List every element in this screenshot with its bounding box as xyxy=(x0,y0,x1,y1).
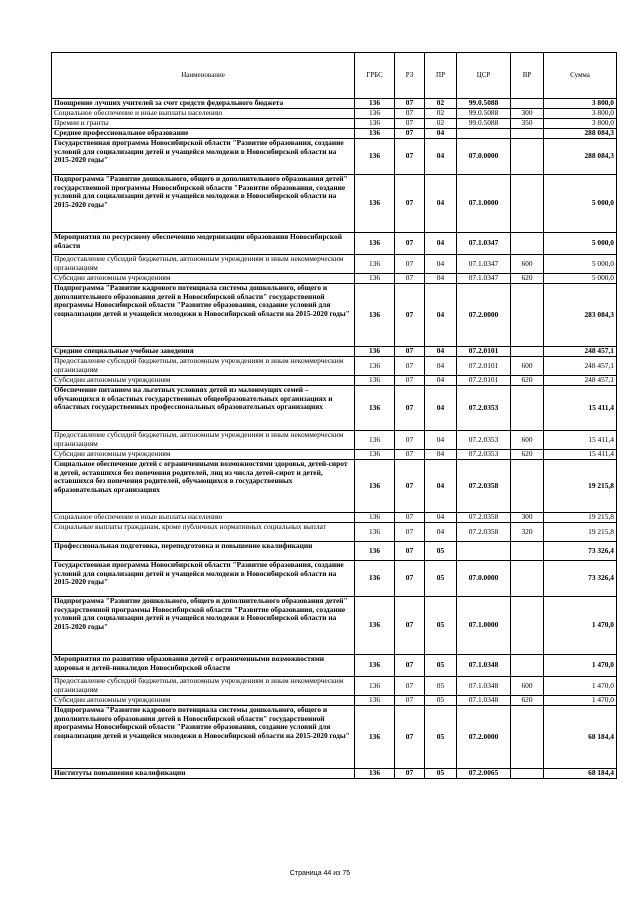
row-rz: 07 xyxy=(395,706,425,769)
row-pr: 04 xyxy=(425,255,457,274)
header-sum: Сумма xyxy=(544,53,617,99)
row-rz: 07 xyxy=(395,129,425,139)
row-name: Подпрограмма "Развитие дошкольного, общего и дополнительного образования детей" государственной программы Новосибирской области "Развитие образования, создание условий для социализации детей и учащейся молодежи в Новосибирской области на 2015-2020 годы" xyxy=(52,597,355,655)
row-rz: 07 xyxy=(395,769,425,779)
row-name: Среднее профессиональное образование xyxy=(52,129,355,139)
row-csr: 07.1.0348 xyxy=(457,655,511,677)
header-grbs: ГРБС xyxy=(355,53,395,99)
row-grbs: 136 xyxy=(355,284,395,347)
row-csr: 99.0.5088 xyxy=(457,109,511,119)
row-rz: 07 xyxy=(395,274,425,284)
row-sum: 68 184,4 xyxy=(544,769,617,779)
row-rz: 07 xyxy=(395,357,425,376)
row-vr xyxy=(511,284,544,347)
table-row xyxy=(52,655,617,677)
row-vr: 620 xyxy=(511,696,544,706)
row-csr: 07.2.0000 xyxy=(457,706,511,769)
row-sum: 248 457,1 xyxy=(544,357,617,376)
row-name: Субсидии автономным учреждениям xyxy=(52,696,355,706)
table-row xyxy=(52,284,617,347)
row-name: Средние специальные учебные заведения xyxy=(52,347,355,357)
row-csr: 07.2.0353 xyxy=(457,386,511,431)
row-pr: 05 xyxy=(425,677,457,696)
row-name: Поощрение лучших учителей за счет средств федерального бюджета xyxy=(52,99,355,109)
row-rz: 07 xyxy=(395,376,425,386)
row-csr xyxy=(457,542,511,561)
row-sum: 73 326,4 xyxy=(544,561,617,597)
row-sum: 5 000,0 xyxy=(544,255,617,274)
row-vr: 620 xyxy=(511,274,544,284)
row-pr: 04 xyxy=(425,460,457,513)
row-rz: 07 xyxy=(395,284,425,347)
row-pr: 04 xyxy=(425,357,457,376)
row-csr: 07.0.0000 xyxy=(457,561,511,597)
row-csr: 07.2.0101 xyxy=(457,347,511,357)
row-sum: 5 000,0 xyxy=(544,233,617,255)
row-grbs: 136 xyxy=(355,677,395,696)
table-row xyxy=(52,99,617,109)
row-name: Мероприятия по ресурсному обеспечению модернизации образования Новосибирской области xyxy=(52,233,355,255)
budget-table xyxy=(51,52,617,779)
row-rz: 07 xyxy=(395,655,425,677)
table-row xyxy=(52,513,617,523)
row-rz: 07 xyxy=(395,386,425,431)
row-name: Мероприятия по развитию образования детей с ограниченными возможностями здоровья и детей-инвалидов Новосибирской области xyxy=(52,655,355,677)
row-grbs: 136 xyxy=(355,99,395,109)
row-name: Предоставление субсидий бюджетным, автономным учреждениям и иным некоммерческим организациям xyxy=(52,677,355,696)
row-pr: 04 xyxy=(425,523,457,542)
table-row xyxy=(52,386,617,431)
row-grbs: 136 xyxy=(355,119,395,129)
row-csr: 07.2.0101 xyxy=(457,357,511,376)
page-number: Страница 44 из 75 xyxy=(289,870,351,877)
row-csr: 07.1.0000 xyxy=(457,175,511,233)
table-row xyxy=(52,139,617,175)
row-grbs: 136 xyxy=(355,513,395,523)
row-csr: 07.2.0358 xyxy=(457,460,511,513)
row-name: Государственная программа Новосибирской области "Развитие образования, создание условий для социализации детей и учащейся молодежи в Новосибирской области на 2015-2020 годы" xyxy=(52,139,355,175)
row-name: Социальное обеспечение и иные выплаты населению xyxy=(52,513,355,523)
row-vr: 620 xyxy=(511,376,544,386)
row-vr xyxy=(511,233,544,255)
row-vr xyxy=(511,460,544,513)
row-csr: 07.2.0000 xyxy=(457,284,511,347)
row-pr: 02 xyxy=(425,119,457,129)
table-row xyxy=(52,233,617,255)
row-pr: 04 xyxy=(425,431,457,450)
row-grbs: 136 xyxy=(355,523,395,542)
row-rz: 07 xyxy=(395,431,425,450)
row-pr: 04 xyxy=(425,274,457,284)
row-csr: 07.1.0348 xyxy=(457,677,511,696)
row-sum: 1 470,0 xyxy=(544,677,617,696)
row-rz: 07 xyxy=(395,542,425,561)
row-sum: 15 411,4 xyxy=(544,431,617,450)
row-grbs: 136 xyxy=(355,561,395,597)
row-rz: 07 xyxy=(395,597,425,655)
row-vr: 600 xyxy=(511,255,544,274)
row-pr: 04 xyxy=(425,175,457,233)
row-vr: 620 xyxy=(511,450,544,460)
row-sum: 248 457,1 xyxy=(544,347,617,357)
row-vr xyxy=(511,597,544,655)
row-sum: 3 800,0 xyxy=(544,99,617,109)
row-pr: 04 xyxy=(425,513,457,523)
table-row xyxy=(52,357,617,376)
row-grbs: 136 xyxy=(355,233,395,255)
row-sum: 288 084,3 xyxy=(544,129,617,139)
row-vr: 320 xyxy=(511,523,544,542)
table-row xyxy=(52,542,617,561)
row-vr: 300 xyxy=(511,109,544,119)
row-vr: 600 xyxy=(511,431,544,450)
row-rz: 07 xyxy=(395,139,425,175)
row-vr xyxy=(511,347,544,357)
table-row xyxy=(52,769,617,779)
row-rz: 07 xyxy=(395,119,425,129)
row-vr xyxy=(511,386,544,431)
row-pr: 05 xyxy=(425,706,457,769)
table-row xyxy=(52,460,617,513)
row-csr: 07.2.0101 xyxy=(457,376,511,386)
row-csr: 99.0.5088 xyxy=(457,99,511,109)
table-row xyxy=(52,523,617,542)
row-csr: 07.1.0347 xyxy=(457,274,511,284)
row-grbs: 136 xyxy=(355,347,395,357)
table-row xyxy=(52,129,617,139)
row-grbs: 136 xyxy=(355,597,395,655)
row-vr xyxy=(511,129,544,139)
table-row xyxy=(52,696,617,706)
row-rz: 07 xyxy=(395,677,425,696)
row-pr: 04 xyxy=(425,450,457,460)
header-name: Наименование xyxy=(52,53,355,99)
row-vr xyxy=(511,769,544,779)
header-pr: ПР xyxy=(425,53,457,99)
row-pr: 04 xyxy=(425,347,457,357)
row-pr: 05 xyxy=(425,696,457,706)
row-pr: 05 xyxy=(425,561,457,597)
row-name: Предоставление субсидий бюджетным, автономным учреждениям и иным некоммерческим организациям xyxy=(52,255,355,274)
table-row xyxy=(52,597,617,655)
table-row xyxy=(52,677,617,696)
row-sum: 1 470,0 xyxy=(544,655,617,677)
row-sum: 5 000,0 xyxy=(544,274,617,284)
row-grbs: 136 xyxy=(355,357,395,376)
row-rz: 07 xyxy=(395,233,425,255)
row-csr: 07.2.0065 xyxy=(457,769,511,779)
row-grbs: 136 xyxy=(355,139,395,175)
row-grbs: 136 xyxy=(355,376,395,386)
row-sum: 19 215,8 xyxy=(544,460,617,513)
row-grbs: 136 xyxy=(355,769,395,779)
row-rz: 07 xyxy=(395,175,425,233)
row-sum: 1 470,0 xyxy=(544,597,617,655)
row-sum: 68 184,4 xyxy=(544,706,617,769)
row-pr: 04 xyxy=(425,376,457,386)
row-name: Предоставление субсидий бюджетным, автономным учреждениям и иным некоммерческим организациям xyxy=(52,357,355,376)
row-csr: 07.2.0353 xyxy=(457,450,511,460)
row-sum: 15 411,4 xyxy=(544,450,617,460)
row-name: Подпрограмма "Развитие кадрового потенциала системы дошкольного, общего и дополнительного образования детей в Новосибирской области" государственной программы Новосибирской области "Развитие образования, создание условий для социализации детей и учащейся молодежи в Новосибирской области на 2015-2020 годы" xyxy=(52,706,355,769)
row-sum: 15 411,4 xyxy=(544,386,617,431)
table-header-row xyxy=(52,53,617,99)
row-sum: 3 800,0 xyxy=(544,109,617,119)
row-rz: 07 xyxy=(395,696,425,706)
row-vr xyxy=(511,655,544,677)
row-name: Субсидии автономным учреждениям xyxy=(52,450,355,460)
row-vr xyxy=(511,561,544,597)
row-name: Институты повышения квалификации xyxy=(52,769,355,779)
row-grbs: 136 xyxy=(355,175,395,233)
row-pr: 05 xyxy=(425,542,457,561)
row-csr: 07.1.0347 xyxy=(457,233,511,255)
row-rz: 07 xyxy=(395,99,425,109)
row-vr: 300 xyxy=(511,513,544,523)
table-row xyxy=(52,450,617,460)
row-name: Субсидии автономным учреждениям xyxy=(52,274,355,284)
row-grbs: 136 xyxy=(355,274,395,284)
table-row xyxy=(52,175,617,233)
row-rz: 07 xyxy=(395,523,425,542)
row-csr: 07.2.0353 xyxy=(457,431,511,450)
row-name: Подпрограмма "Развитие дошкольного, общего и дополнительного образования детей" государственной программы Новосибирской области "Развитие образования, создание условий для социализации детей и учащейся молодежи в Новосибирской области на 2015-2020 годы" xyxy=(52,175,355,233)
row-pr: 04 xyxy=(425,129,457,139)
row-name: Социальное обеспечение детей с ограниченными возможностями здоровья, детей-сирот и детей, оставшихся без попечения родителей, лиц из числа детей-сирот и детей, оставшихся без попечения родителей, обучающихся в государственных образовательных организациях xyxy=(52,460,355,513)
table-row xyxy=(52,255,617,274)
row-rz: 07 xyxy=(395,561,425,597)
row-pr: 05 xyxy=(425,597,457,655)
row-name: Подпрограмма "Развитие кадрового потенциала системы дошкольного, общего и дополнительного образования детей в Новосибирской области" государственной программы Новосибирской области "Развитие образования, создание условий для социализации детей и учащейся молодежи в Новосибирской области на 2015-2020 годы" xyxy=(52,284,355,347)
row-csr: 07.1.0347 xyxy=(457,255,511,274)
row-rz: 07 xyxy=(395,513,425,523)
table-row xyxy=(52,431,617,450)
table-row xyxy=(52,274,617,284)
row-pr: 02 xyxy=(425,99,457,109)
row-csr: 07.2.0358 xyxy=(457,523,511,542)
row-vr xyxy=(511,542,544,561)
row-rz: 07 xyxy=(395,460,425,513)
row-csr: 07.2.0358 xyxy=(457,513,511,523)
row-vr xyxy=(511,706,544,769)
row-name: Социальное обеспечение и иные выплаты населению xyxy=(52,109,355,119)
row-rz: 07 xyxy=(395,450,425,460)
row-name: Социальные выплаты гражданам, кроме публичных нормативных социальных выплат xyxy=(52,523,355,542)
row-grbs: 136 xyxy=(355,655,395,677)
row-csr: 07.1.0000 xyxy=(457,597,511,655)
table-row xyxy=(52,706,617,769)
row-sum: 3 800,0 xyxy=(544,119,617,129)
header-csr: ЦСР xyxy=(457,53,511,99)
row-csr: 07.1.0348 xyxy=(457,696,511,706)
row-grbs: 136 xyxy=(355,542,395,561)
row-grbs: 136 xyxy=(355,450,395,460)
row-vr xyxy=(511,139,544,175)
row-rz: 07 xyxy=(395,109,425,119)
row-pr: 02 xyxy=(425,109,457,119)
row-name: Субсидии автономным учреждениям xyxy=(52,376,355,386)
row-grbs: 136 xyxy=(355,109,395,119)
row-rz: 07 xyxy=(395,347,425,357)
row-name: Предоставление субсидий бюджетным, автономным учреждениям и иным некоммерческим организациям xyxy=(52,431,355,450)
row-pr: 04 xyxy=(425,284,457,347)
row-name: Премии и гранты xyxy=(52,119,355,129)
row-grbs: 136 xyxy=(355,431,395,450)
table-row xyxy=(52,109,617,119)
row-sum: 5 000,0 xyxy=(544,175,617,233)
row-sum: 19 215,8 xyxy=(544,513,617,523)
table-row xyxy=(52,347,617,357)
row-grbs: 136 xyxy=(355,706,395,769)
row-sum: 283 084,3 xyxy=(544,284,617,347)
row-csr: 99.0.5088 xyxy=(457,119,511,129)
row-name: Государственная программа Новосибирской области "Развитие образования, создание условий для социализации детей и учащейся молодежи в Новосибирской области на 2015-2020 годы" xyxy=(52,561,355,597)
table-row xyxy=(52,561,617,597)
row-sum: 19 215,8 xyxy=(544,523,617,542)
row-pr: 05 xyxy=(425,769,457,779)
row-sum: 73 326,4 xyxy=(544,542,617,561)
row-csr: 07.0.0000 xyxy=(457,139,511,175)
row-vr xyxy=(511,99,544,109)
row-csr xyxy=(457,129,511,139)
row-grbs: 136 xyxy=(355,255,395,274)
row-grbs: 136 xyxy=(355,129,395,139)
row-vr xyxy=(511,175,544,233)
header-vr: ВР xyxy=(511,53,544,99)
row-pr: 04 xyxy=(425,386,457,431)
row-sum: 1 470,0 xyxy=(544,696,617,706)
row-sum: 288 084,3 xyxy=(544,139,617,175)
row-pr: 04 xyxy=(425,139,457,175)
table-row xyxy=(52,119,617,129)
row-name: Профессиональная подготовка, переподготовка и повышение квалификации xyxy=(52,542,355,561)
row-rz: 07 xyxy=(395,255,425,274)
row-vr: 600 xyxy=(511,357,544,376)
row-pr: 04 xyxy=(425,233,457,255)
table-row xyxy=(52,376,617,386)
header-rz: РЗ xyxy=(395,53,425,99)
row-grbs: 136 xyxy=(355,696,395,706)
row-name: Обеспечение питанием на льготных условиях детей из малоимущих семей – обучающихся в областных государственных общеобразовательных организациях и областных государственных профессиональных образовательных организациях xyxy=(52,386,355,431)
row-sum: 248 457,1 xyxy=(544,376,617,386)
row-pr: 05 xyxy=(425,655,457,677)
row-grbs: 136 xyxy=(355,386,395,431)
row-vr: 350 xyxy=(511,119,544,129)
row-grbs: 136 xyxy=(355,460,395,513)
row-vr: 600 xyxy=(511,677,544,696)
